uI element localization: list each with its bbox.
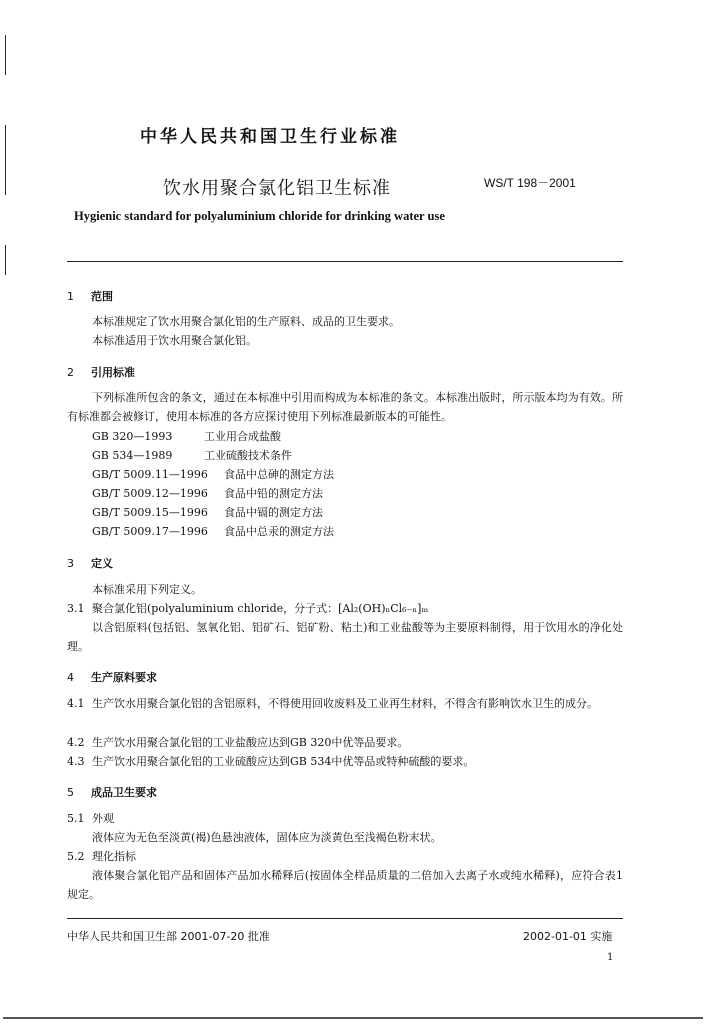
footer-rule — [67, 918, 623, 919]
scan-artifact — [5, 125, 6, 195]
standard-title: 饮水用聚合氯化铝卫生标准 — [163, 178, 391, 199]
section-2-intro: 下列标准所包含的条文，通过在本标准中引用而构成为本标准的条文。本标准出版时，所示版本均为有效。所有标准都会被修订，使用本标准的各方应探讨使用下列标准最新版本的可能性。 — [67, 391, 623, 423]
definition-3-1-body: 以含铝原料(包括铝、氢氧化铝、铝矿石、铝矿粉、粘土)和工业盐酸等为主要原料制得，用于饮用水的净化处理。 — [67, 621, 623, 653]
subsection-5-1-heading: 5.1 外观 — [67, 812, 114, 825]
reference-item: GB/T 5009.15—1996 食品中镉的测定方法 — [92, 506, 323, 519]
scan-artifact — [5, 245, 6, 275]
requirement-4-2: 4.2 生产饮水用聚合氯化铝的工业盐酸应达到GB 320中优等品要求。 — [67, 736, 409, 749]
page-number: 1 — [607, 952, 614, 963]
section-1-paragraph: 本标准规定了饮水用聚合氯化铝的生产原料、成品的卫生要求。 — [92, 315, 400, 328]
standard-code: WS/T 198－2001 — [484, 176, 576, 190]
reference-item: GB 534—1989 工业硫酸技术条件 — [92, 449, 292, 462]
scan-artifact — [5, 35, 6, 75]
reference-item: GB 320—1993 工业用合成盐酸 — [92, 430, 281, 443]
issuing-organization: 中华人民共和国卫生行业标准 — [140, 127, 400, 147]
reference-item: GB/T 5009.17—1996 食品中总汞的测定方法 — [92, 525, 334, 538]
section-5-heading: 5 成品卫生要求 — [67, 786, 157, 799]
approval-date: 中华人民共和国卫生部 2001-07-20 批准 — [67, 930, 270, 943]
section-1-heading: 1 范围 — [67, 290, 113, 303]
requirement-4-1: 4.1 生产饮水用聚合氯化铝的含铝原料，不得使用回收废料及工业再生材料，不得含有影响饮水卫生的成分。 — [67, 697, 598, 710]
subsection-5-2-heading: 5.2 理化指标 — [67, 850, 136, 863]
section-2-heading: 2 引用标准 — [67, 366, 135, 379]
definition-3-1: 3.1 聚合氯化铝(polyaluminium chloride，分子式：[Al₂(OH)ₙCl₆₋ₙ]ₘ — [67, 602, 429, 615]
requirement-4-3: 4.3 生产饮水用聚合氯化铝的工业硫酸应达到GB 534中优等品或特种硫酸的要求。 — [67, 755, 475, 768]
scan-artifact — [3, 1017, 703, 1019]
reference-item: GB/T 5009.11—1996 食品中总砷的测定方法 — [92, 468, 334, 481]
section-4-heading: 4 生产原料要求 — [67, 671, 157, 684]
header-rule — [67, 261, 623, 262]
section-3-paragraph: 本标准采用下列定义。 — [92, 583, 202, 596]
section-1-paragraph: 本标准适用于饮水用聚合氯化铝。 — [92, 334, 257, 347]
reference-item: GB/T 5009.12—1996 食品中铅的测定方法 — [92, 487, 323, 500]
section-3-heading: 3 定义 — [67, 557, 113, 570]
implementation-date: 2002-01-01 实施 — [523, 930, 613, 943]
subsection-5-1-body: 液体应为无色至淡黄(褐)色悬浊液体，固体应为淡黄色至浅褐色粉末状。 — [92, 831, 442, 844]
subsection-5-2-body: 液体聚合氯化铝产品和固体产品加水稀释后(按固体全样品质量的二倍加入去离子水或纯水稀释)，应符合表1规定。 — [67, 869, 623, 901]
english-title: Hygienic standard for polyaluminium chloride for drinking water use — [74, 209, 445, 223]
